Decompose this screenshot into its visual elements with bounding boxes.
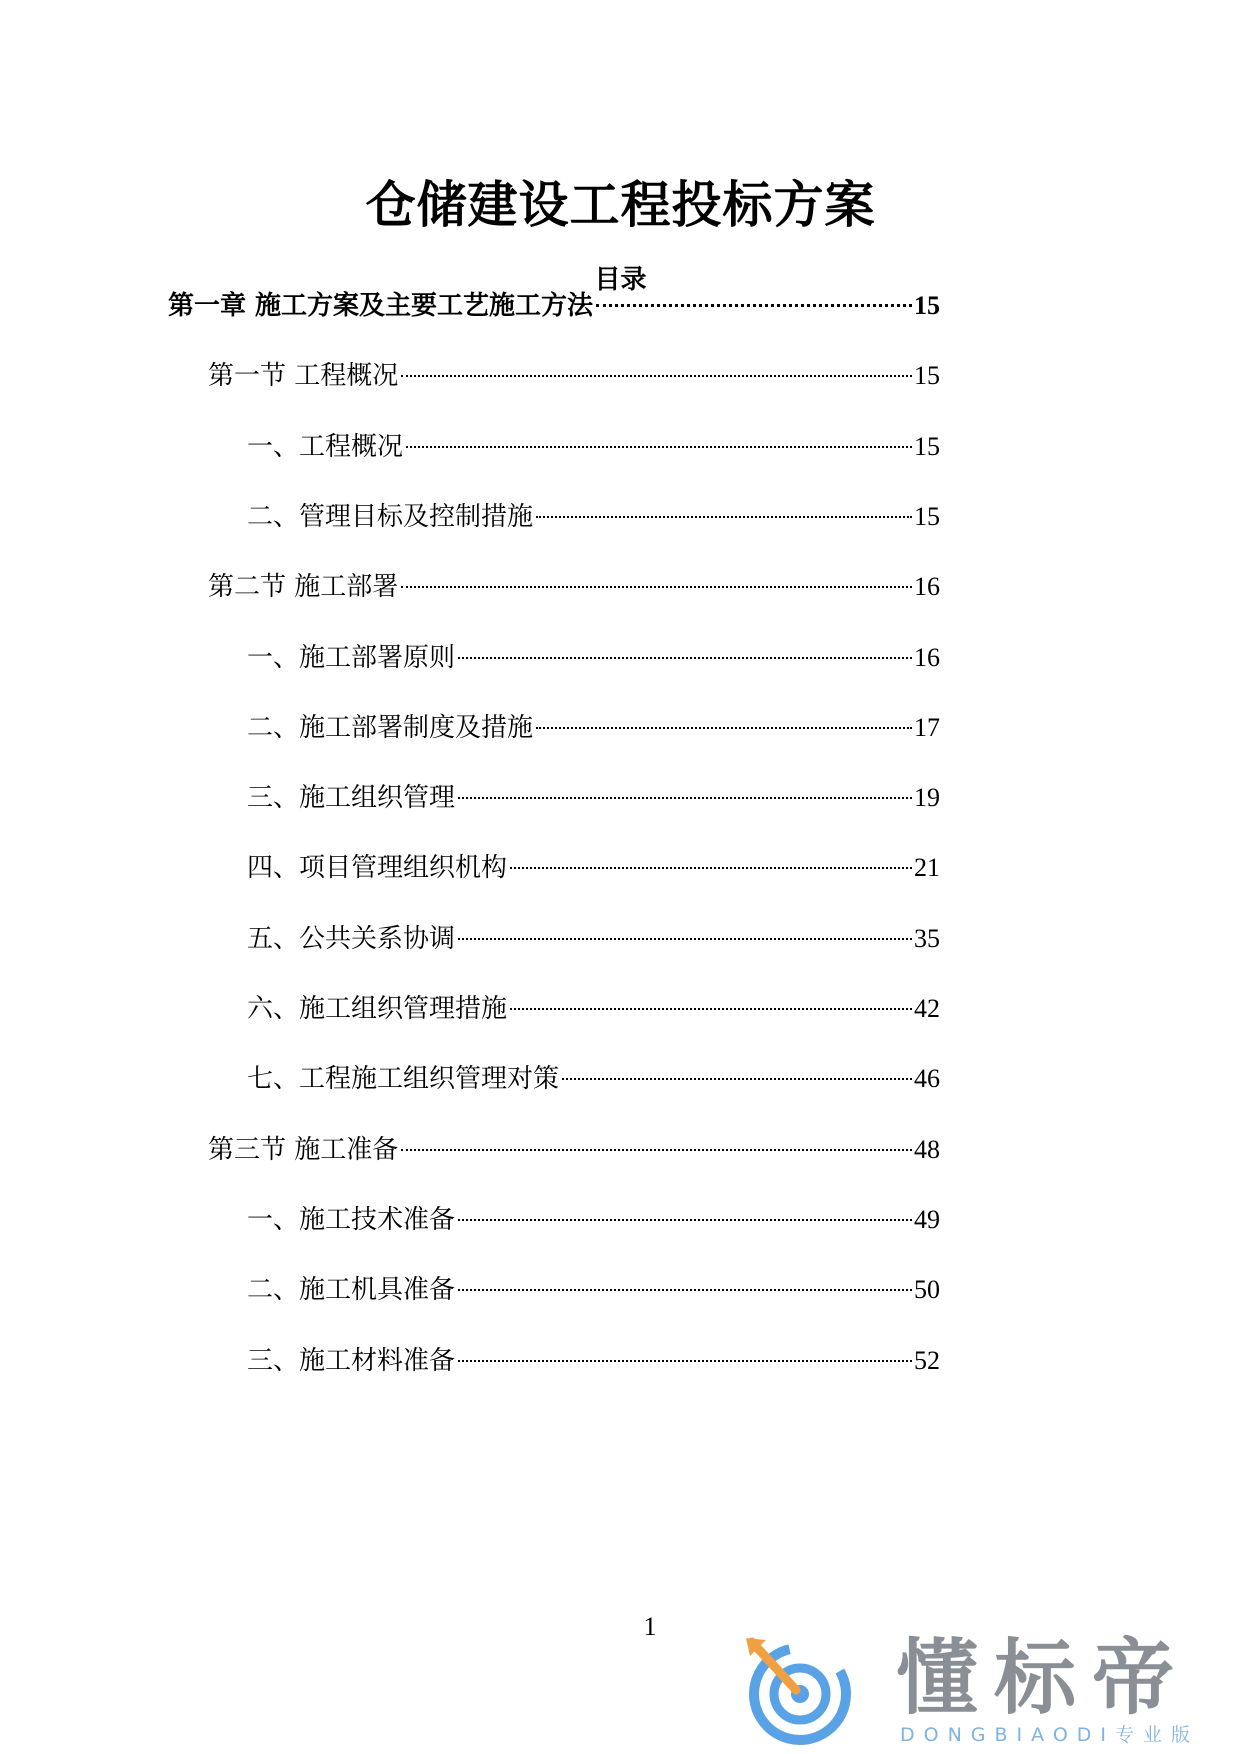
toc-entry-page: 48 <box>914 1134 940 1164</box>
target-icon <box>744 1636 894 1748</box>
toc-dot-leader <box>458 1289 912 1291</box>
toc-entry-page: 16 <box>914 572 940 602</box>
page-number: 1 <box>643 1612 657 1641</box>
toc-entry-page: 52 <box>914 1345 940 1375</box>
toc-entry-label: 六、施工组织管理措施 <box>247 994 508 1024</box>
toc-entry-page: 15 <box>914 501 940 531</box>
toc-entry-page: 16 <box>914 642 940 672</box>
toc-entry-label: 二、施工部署制度及措施 <box>247 712 534 743</box>
toc-dot-leader <box>458 657 912 659</box>
toc-entry-label: 三、施工材料准备 <box>247 1345 456 1376</box>
toc-entry-page: 15 <box>914 431 940 461</box>
toc-entry-page: 17 <box>914 712 940 742</box>
toc-entry[interactable] <box>247 708 940 748</box>
toc-dot-leader <box>536 516 912 518</box>
toc-dot-leader <box>536 727 912 729</box>
toc-entry-label: 第一章 施工方案及主要工艺施工方法 <box>168 291 594 321</box>
toc-dot-leader <box>401 1149 912 1151</box>
toc-entry[interactable] <box>247 1059 940 1099</box>
toc-entry-label: 五、公共关系协调 <box>247 923 456 954</box>
watermark-brand: 懂标帝 <box>896 1631 1191 1726</box>
toc-entry-label: 四、项目管理组织机构 <box>247 853 508 884</box>
toc-entry-page: 35 <box>914 923 940 953</box>
toc-entry-label: 第一节 工程概况 <box>208 361 399 392</box>
toc-dot-leader <box>510 867 912 869</box>
toc-entry-label: 一、工程概况 <box>247 431 404 462</box>
toc-entry[interactable] <box>247 638 940 678</box>
toc-entry[interactable] <box>168 286 940 326</box>
toc-entry[interactable] <box>247 1341 940 1381</box>
toc-dot-leader <box>401 375 912 377</box>
toc-entry-label: 一、施工部署原则 <box>247 642 456 673</box>
toc-entry[interactable] <box>208 567 940 607</box>
document-title: 仓储建设工程投标方案 <box>365 176 876 234</box>
toc-entry-label: 二、施工机具准备 <box>247 1275 456 1306</box>
toc-entry[interactable] <box>247 848 940 888</box>
toc-entry[interactable] <box>208 356 940 396</box>
toc-dot-leader <box>596 304 912 307</box>
toc-entry-page: 42 <box>914 994 940 1023</box>
toc-entry[interactable] <box>247 778 940 818</box>
toc-entry-page: 46 <box>914 1064 940 1094</box>
toc-entry-page: 15 <box>914 291 940 320</box>
toc-entry[interactable] <box>247 919 940 959</box>
toc-entry[interactable] <box>247 989 940 1029</box>
toc-entry-page: 21 <box>914 853 940 883</box>
toc-heading: 目录 <box>594 265 647 295</box>
brand-watermark <box>744 1631 1224 1748</box>
toc-entry[interactable] <box>247 1200 940 1240</box>
toc-entry[interactable] <box>208 1130 940 1170</box>
toc-entry-label: 一、施工技术准备 <box>247 1204 456 1235</box>
toc-entry-label: 二、管理目标及控制措施 <box>247 501 534 532</box>
toc-entry-label: 第二节 施工部署 <box>208 572 399 603</box>
toc-entry-page: 49 <box>914 1204 940 1234</box>
toc-dot-leader <box>458 1219 912 1221</box>
toc-entry[interactable] <box>247 1270 940 1310</box>
toc-dot-leader <box>458 1360 912 1362</box>
toc-dot-leader <box>510 1008 912 1010</box>
toc-entry[interactable] <box>247 427 940 467</box>
toc-entry-label: 三、施工组织管理 <box>247 783 456 814</box>
toc-entry[interactable] <box>247 497 940 537</box>
toc-dot-leader <box>458 797 912 799</box>
toc-entry-label: 七、工程施工组织管理对策 <box>247 1064 560 1095</box>
toc-entry-page: 50 <box>914 1275 940 1305</box>
toc-entry-page: 19 <box>914 783 940 813</box>
toc-dot-leader <box>401 586 912 588</box>
watermark-subtitle: DONGBIAODI专业版 <box>900 1724 1200 1746</box>
toc-dot-leader <box>458 938 912 940</box>
toc-entry-label: 第三节 施工准备 <box>208 1134 399 1165</box>
toc-dot-leader <box>406 446 912 448</box>
toc-entry-page: 15 <box>914 361 940 391</box>
toc-dot-leader <box>562 1078 912 1080</box>
